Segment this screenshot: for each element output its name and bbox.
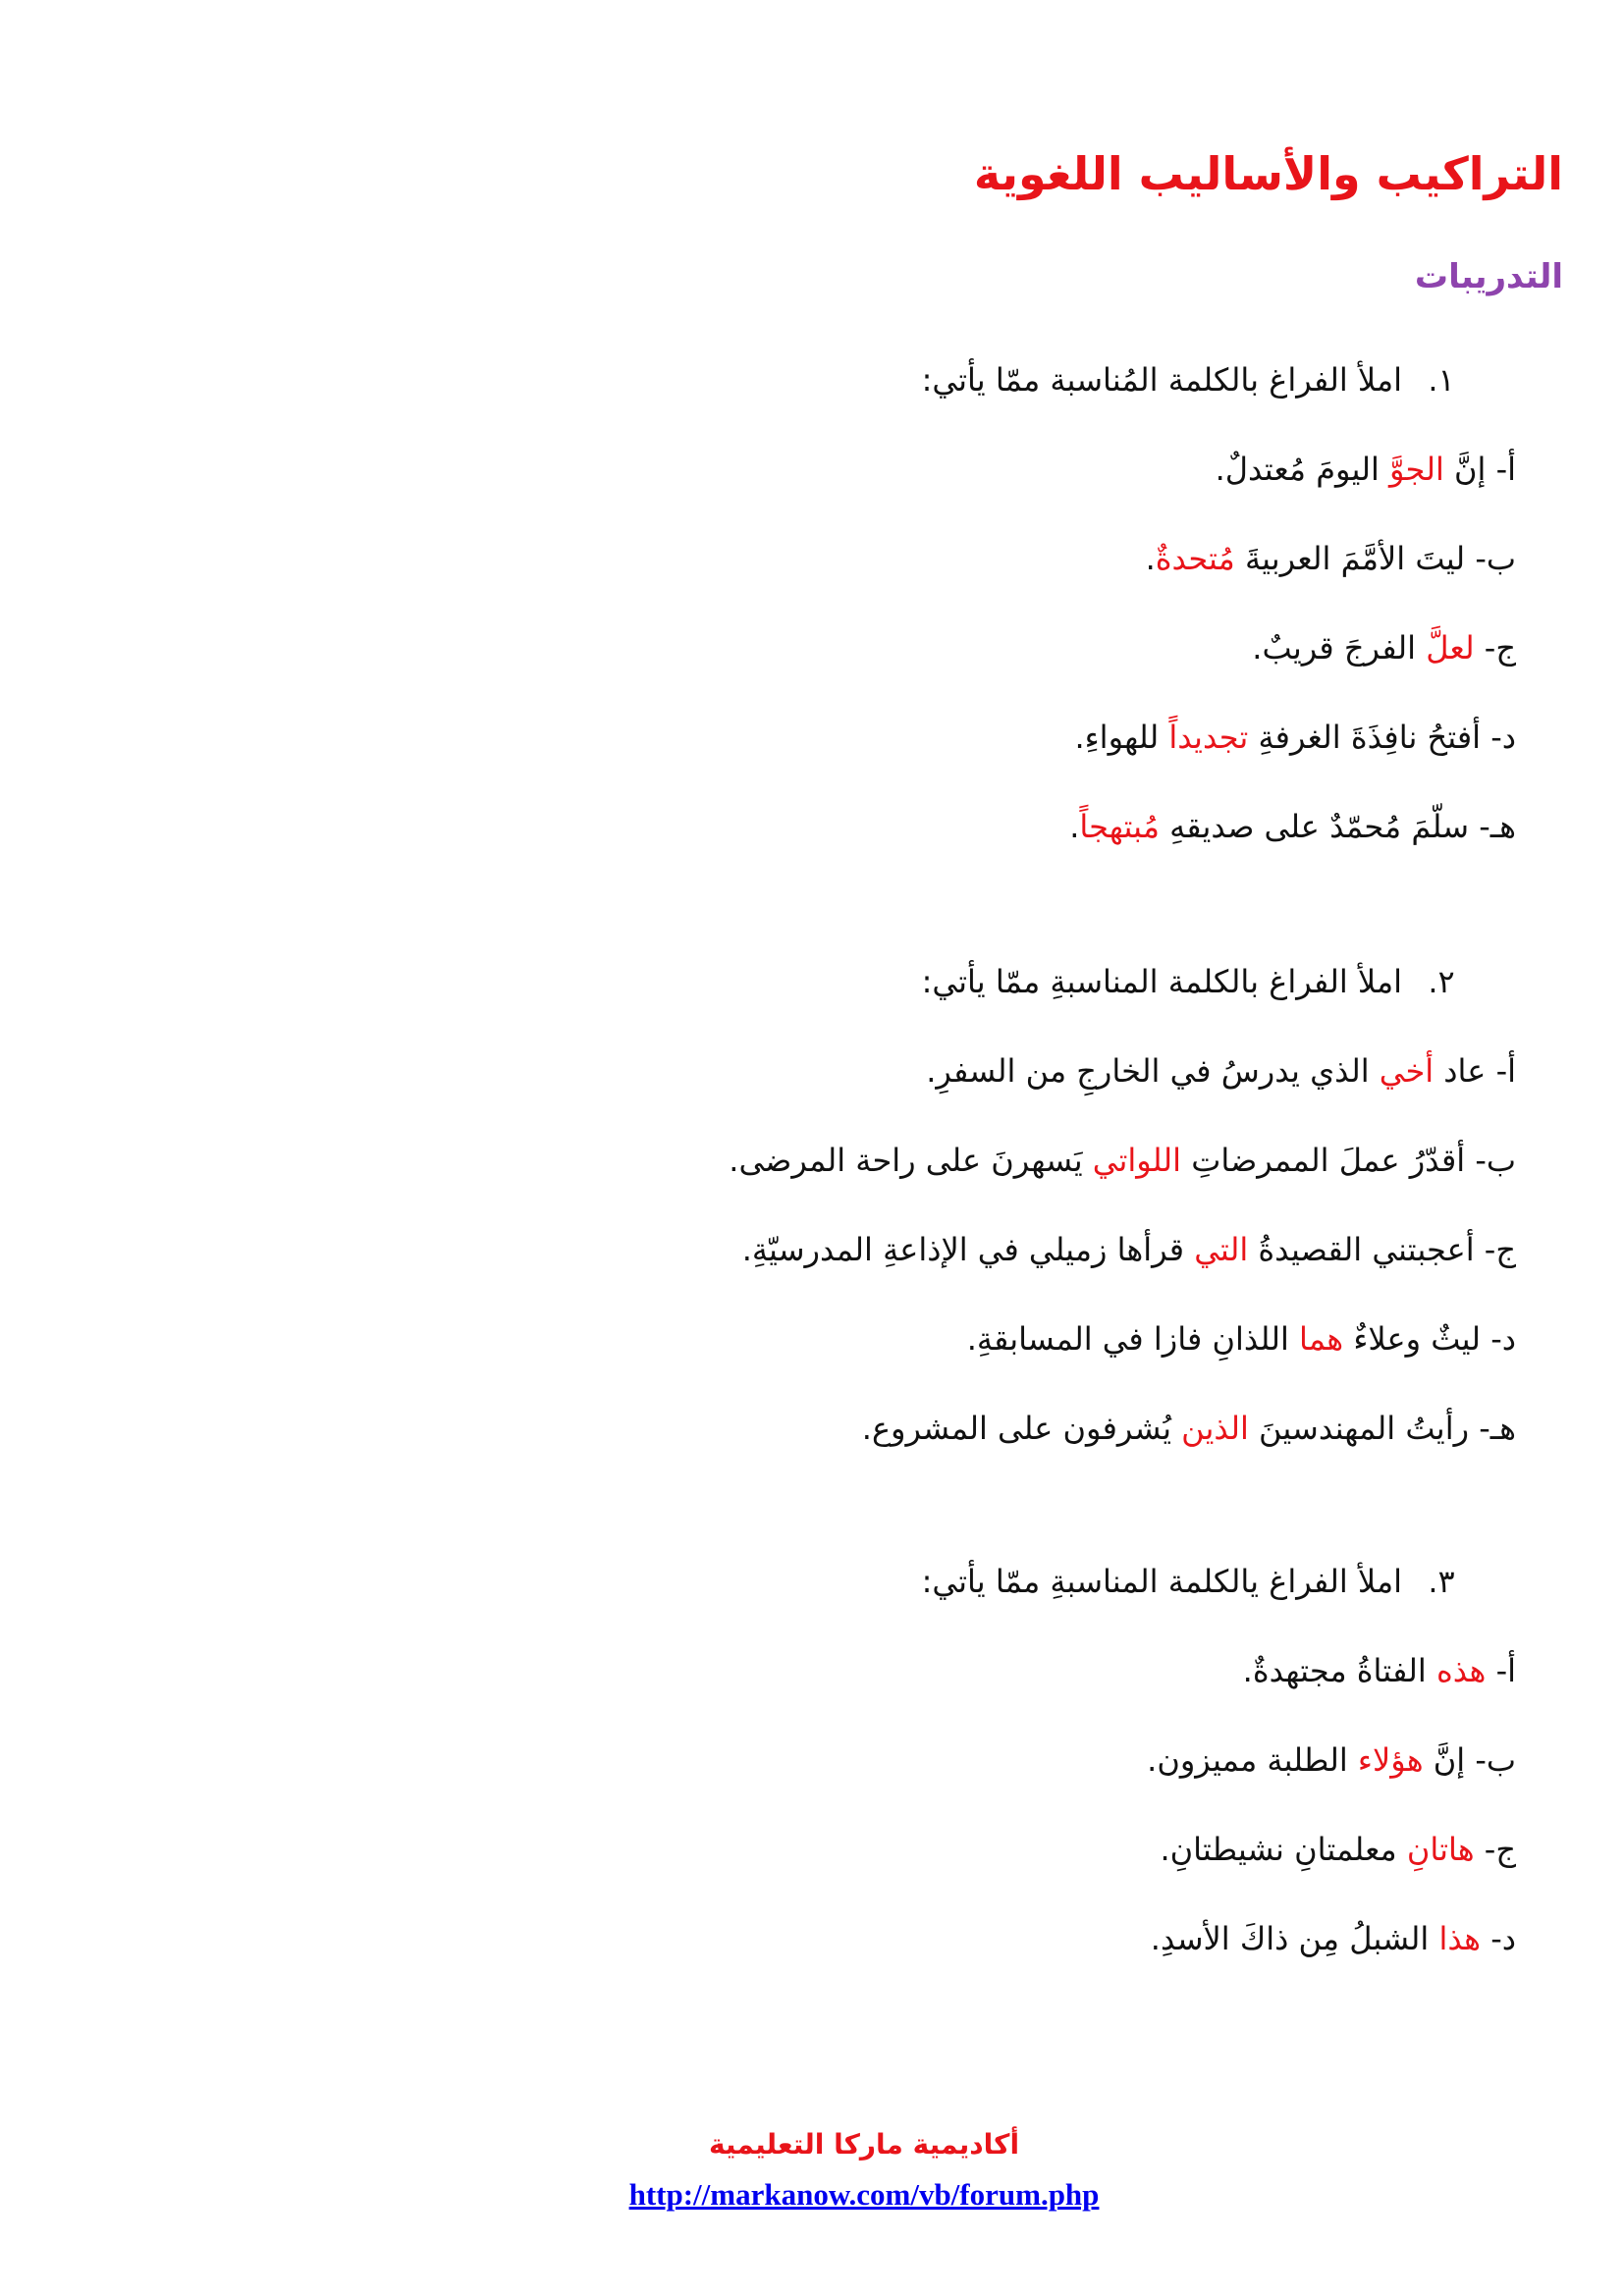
item-text-before: ج- أعجبتني القصيدةُ bbox=[1248, 1231, 1516, 1268]
item-text-after: يَسهرنَ على راحة المرضى. bbox=[729, 1142, 1093, 1179]
exercise-3 bbox=[240, 1537, 1516, 1984]
item-answer: هذه bbox=[1435, 1652, 1487, 1689]
exercise-item bbox=[240, 1895, 1516, 1984]
item-answer: هما bbox=[1299, 1320, 1344, 1358]
exercise-item bbox=[240, 1805, 1516, 1895]
exercise-item bbox=[240, 1384, 1516, 1473]
footer-academy-name: أكاديمية ماركا التعليمية bbox=[708, 2128, 1020, 2161]
exercise-2 bbox=[240, 937, 1516, 1473]
exercise-instruction bbox=[240, 937, 1516, 1027]
instruction-text: املأ الفراغ بالكلمة المناسبةِ ممّا يأتي: bbox=[921, 963, 1402, 1000]
exercise-item bbox=[240, 425, 1516, 514]
item-text-before: د- ليثٌ وعلاءٌ bbox=[1343, 1320, 1516, 1358]
item-text-before: أ- إنَّ bbox=[1443, 451, 1516, 488]
exercise-number: ٢. bbox=[1428, 963, 1455, 1000]
item-text-after: . bbox=[1069, 808, 1080, 845]
exercise-item bbox=[240, 1627, 1516, 1716]
instruction-text: املأ الفراغ يالكلمة المناسبةِ ممّا يأتي: bbox=[921, 1563, 1402, 1600]
page-title: التراكيب والأساليب اللغوية bbox=[973, 147, 1563, 200]
item-text-after: قرأها زميلي في الإذاعةِ المدرسيّةِ. bbox=[741, 1231, 1195, 1268]
item-text-after: . bbox=[1145, 540, 1156, 577]
exercise-instruction bbox=[240, 1537, 1516, 1627]
item-text-after: معلمتانِ نشيطتانِ. bbox=[1160, 1831, 1407, 1868]
item-answer: تجديداً bbox=[1168, 719, 1249, 756]
item-text-before: ج- bbox=[1474, 629, 1516, 667]
item-text-before: ب- أقدّرُ عملَ الممرضاتِ bbox=[1181, 1142, 1516, 1179]
exercise-item bbox=[240, 1295, 1516, 1384]
item-text-before: هـ- سلّمَ مُحمّدٌ على صديقهِ bbox=[1159, 808, 1516, 845]
exercise-number: ١. bbox=[1428, 361, 1455, 399]
item-text-after: الذي يدرسُ في الخارجِ من السفرِ. bbox=[926, 1052, 1380, 1090]
item-answer: هؤلاء bbox=[1357, 1741, 1424, 1779]
item-answer: مُتحدةٌ bbox=[1155, 540, 1235, 577]
item-text-before: أ- عاد bbox=[1434, 1052, 1516, 1090]
item-text-before: ب- إنَّ bbox=[1423, 1741, 1516, 1779]
item-text-before: د- أفتحُ نافِذَةَ الغرفةِ bbox=[1248, 719, 1516, 756]
item-text-after: الشبلُ مِن ذاكَ الأسدِ. bbox=[1150, 1920, 1439, 1957]
item-text-before: ج- bbox=[1474, 1831, 1516, 1868]
item-text-after: الفرجَ قريبٌ. bbox=[1252, 629, 1427, 667]
exercise-1 bbox=[240, 336, 1516, 872]
item-answer: مُبتهجاً bbox=[1079, 808, 1160, 845]
item-text-before: د- bbox=[1481, 1920, 1516, 1957]
exercise-item bbox=[240, 782, 1516, 872]
exercise-instruction bbox=[240, 336, 1516, 425]
exercise-item bbox=[240, 1027, 1516, 1116]
item-text-after: الفتاةُ مجتهدةٌ. bbox=[1242, 1652, 1436, 1689]
item-answer: الذين bbox=[1181, 1410, 1249, 1447]
item-answer: هذا bbox=[1438, 1920, 1482, 1957]
exercise-item bbox=[240, 1205, 1516, 1295]
item-text-after: اللذانِ فازا في المسابقةِ. bbox=[966, 1320, 1300, 1358]
footer-forum-link[interactable]: http://markanow.com/vb/forum.php bbox=[628, 2177, 1100, 2212]
item-answer: التي bbox=[1194, 1231, 1249, 1268]
item-answer: أخي bbox=[1379, 1052, 1435, 1090]
item-text-after: للهواءِ. bbox=[1074, 719, 1169, 756]
item-text-after: الطلبة مميزون. bbox=[1147, 1741, 1358, 1779]
exercise-item bbox=[240, 514, 1516, 604]
exercise-item bbox=[240, 1116, 1516, 1205]
item-text-after: يُشرفون على المشروع. bbox=[861, 1410, 1182, 1447]
item-answer: هاتانِ bbox=[1406, 1831, 1475, 1868]
exercise-item bbox=[240, 693, 1516, 782]
item-text-before: أ- bbox=[1486, 1652, 1516, 1689]
instruction-text: املأ الفراغ بالكلمة المُناسبة ممّا يأتي: bbox=[921, 361, 1402, 399]
exercise-number: ٣. bbox=[1428, 1563, 1455, 1600]
item-text-after: اليومَ مُعتدلٌ. bbox=[1215, 451, 1389, 488]
exercise-item bbox=[240, 604, 1516, 693]
item-answer: لعلَّ bbox=[1426, 629, 1475, 667]
item-answer: اللواتي bbox=[1092, 1142, 1182, 1179]
section-subtitle: التدريبات bbox=[1414, 257, 1563, 296]
item-text-before: هـ- رأيتُ المهندسينَ bbox=[1248, 1410, 1516, 1447]
exercise-item bbox=[240, 1716, 1516, 1805]
item-text-before: ب- ليتَ الأمَّمَ العربيةَ bbox=[1234, 540, 1516, 577]
item-answer: الجوَّ bbox=[1389, 451, 1444, 488]
